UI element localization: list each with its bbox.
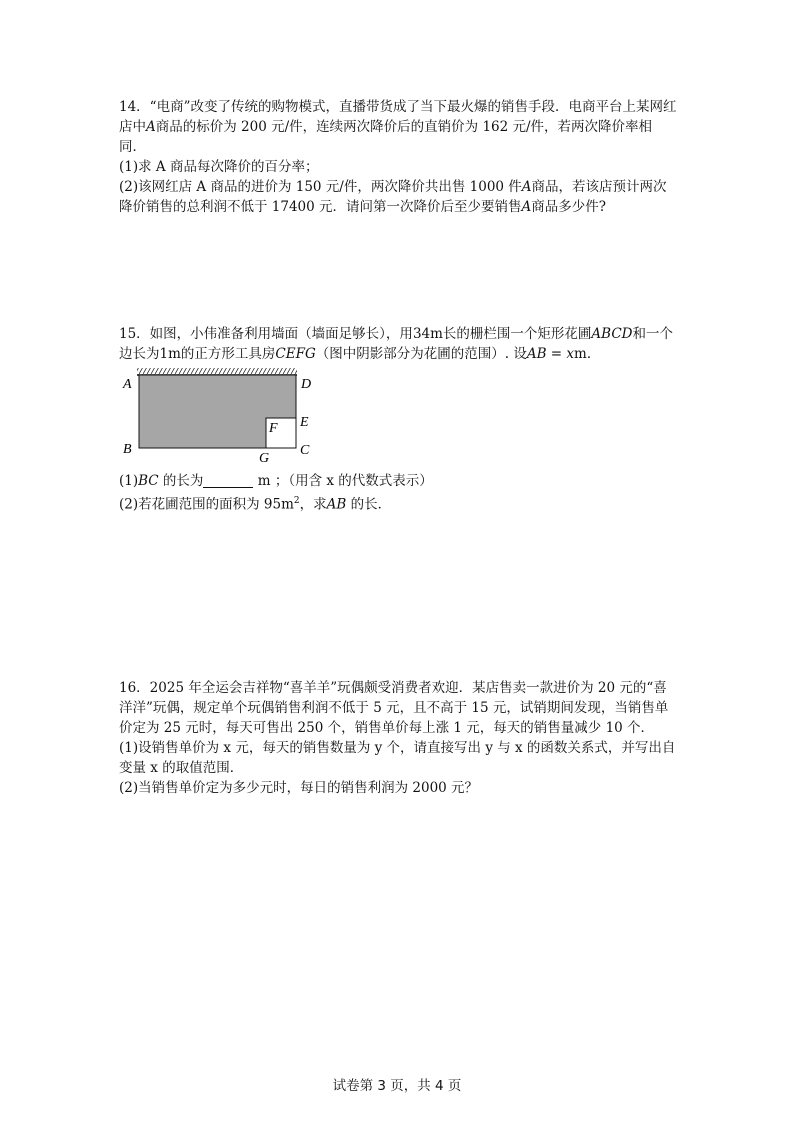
q15-stem: 15．如图，小伟准备利用墙面（墙面足够长），用34m长的栅栏围一个矩形花圃ABCD和一个边长为1m的正方形工具房CEFG（图中阴影部分为花圃的范围）. 设AB = xm． (119, 326, 673, 362)
label-C: C (300, 443, 310, 458)
q14-part1: (1)求 A 商品每次降价的百分率； (119, 159, 319, 175)
q14-part2: (2)该网红店 A 商品的进价为 150 元/件，两次降价共出售 1000 件A商品，若该店预计两次降价销售的总利润不低于 17400 元．请问第一次降价后至少要销售A商品多少件? (119, 179, 667, 215)
q16-stem: 16．2025 年全运会吉祥物“喜羊羊”玩偶颇受消费者欢迎．某店售卖一款进价为 20 元的“喜洋洋”玩偶，规定单个玩偶销售利润不低于 5 元，且不高于 15 元，试销期间发现，当销售单价定为 25 元时，每天可售出 250 个，销售单价每上涨 1 元，每天的销售量减少 10 个． (119, 680, 669, 736)
question-14 (119, 97, 679, 217)
label-F: F (269, 421, 278, 436)
label-B: B (123, 442, 132, 457)
page-footer: 试卷第 3 页，共 4 页 (332, 1078, 462, 1094)
question-15-parts (119, 471, 679, 515)
label-G: G (259, 451, 270, 463)
question-15 (119, 324, 679, 364)
q15-part1: (1)BC 的长为 m ；（用含 x 的代数式表示） (119, 473, 433, 489)
label-D: D (301, 377, 312, 392)
wall-hatching (137, 368, 297, 375)
label-A: A (123, 377, 132, 392)
question-16 (119, 678, 679, 798)
q16-part2: (2)当销售单价定为多少元时，每日的销售利润为 2000 元？ (119, 780, 479, 796)
label-E: E (300, 415, 309, 430)
q14-stem: 14．“电商”改变了传统的购物模式，直播带货成了当下最火爆的销售手段．电商平台上某网红店中A商品的标价为 200 元/件，连续两次降价后的直销价为 162 元/件，若两次降价率相同． (119, 99, 677, 155)
q16-part1: (1)设销售单价为 x 元，每天的销售数量为 y 个，请直接写出 y 与 x 的函数关系式，并写出自变量 x 的取值范围． (119, 740, 676, 776)
garden-figure (119, 367, 319, 463)
answer-blank[interactable] (203, 473, 253, 488)
q15-part2: (2)若花圃范围的面积为 $95m^2$，求AB 的长． (119, 496, 392, 513)
